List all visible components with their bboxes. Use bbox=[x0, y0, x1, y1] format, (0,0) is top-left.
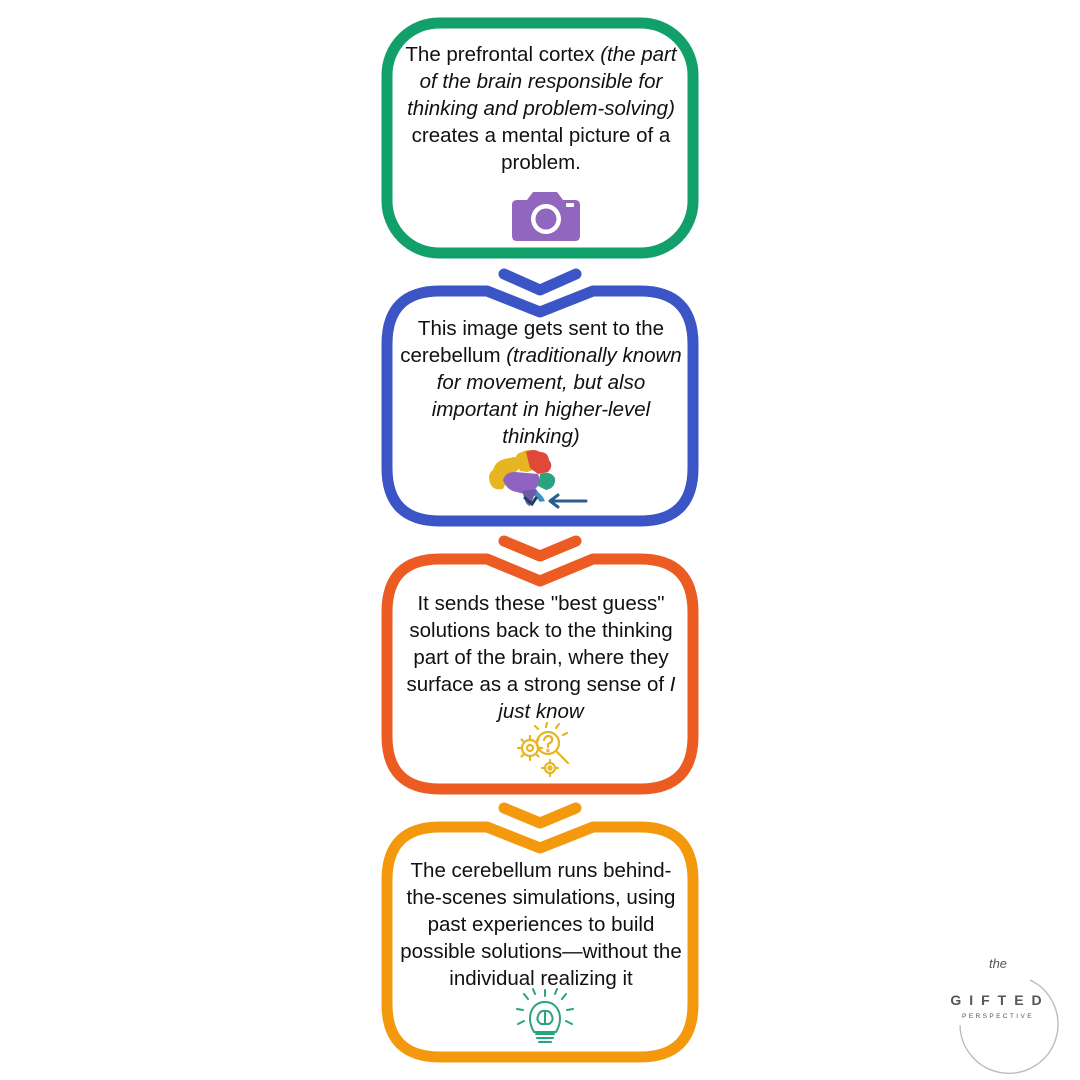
brain-icon bbox=[489, 450, 555, 506]
step-text-segment: (the part of the brain responsible for thinking and problem-solving) bbox=[407, 43, 677, 120]
chevron-connector-2 bbox=[504, 541, 576, 556]
logo-gifted: GIFTED bbox=[950, 992, 1050, 1008]
gear-search-icon bbox=[518, 723, 568, 776]
logo-perspective: PERSPECTIVE bbox=[962, 1013, 1034, 1020]
step-text-segment: The prefrontal cortex bbox=[405, 43, 601, 66]
gifted-perspective-logo bbox=[950, 956, 1058, 1073]
lightbulb-brain-icon bbox=[517, 989, 573, 1042]
step-text-simulations bbox=[396, 857, 686, 992]
step-text-prefrontal bbox=[396, 41, 686, 176]
step-text-segment: It sends these "best guess" solutions back to the thinking part of the brain, where they surface as a strong sense of bbox=[406, 592, 673, 696]
pointer-arrow-icon bbox=[550, 495, 586, 507]
step-text-best-guess bbox=[396, 590, 686, 725]
step-text-segment: This image gets sent to the cerebellum bbox=[400, 317, 665, 367]
chevron-connector-1 bbox=[504, 274, 576, 290]
step-text-segment: creates a mental picture of a problem. bbox=[411, 124, 671, 174]
camera-icon bbox=[512, 192, 580, 241]
logo-the: the bbox=[988, 956, 1008, 971]
chevron-connector-3 bbox=[504, 808, 576, 823]
step-text-segment: (traditionally known for movement, but also important in higher-level thinking) bbox=[431, 344, 682, 448]
step-text-segment: I just know bbox=[498, 673, 676, 723]
step-text-segment: The cerebellum runs behind-the-scenes simulations, using past experiences to build possible solutions—without the individual realizing it bbox=[400, 859, 682, 990]
step-text-cerebellum bbox=[396, 315, 686, 450]
